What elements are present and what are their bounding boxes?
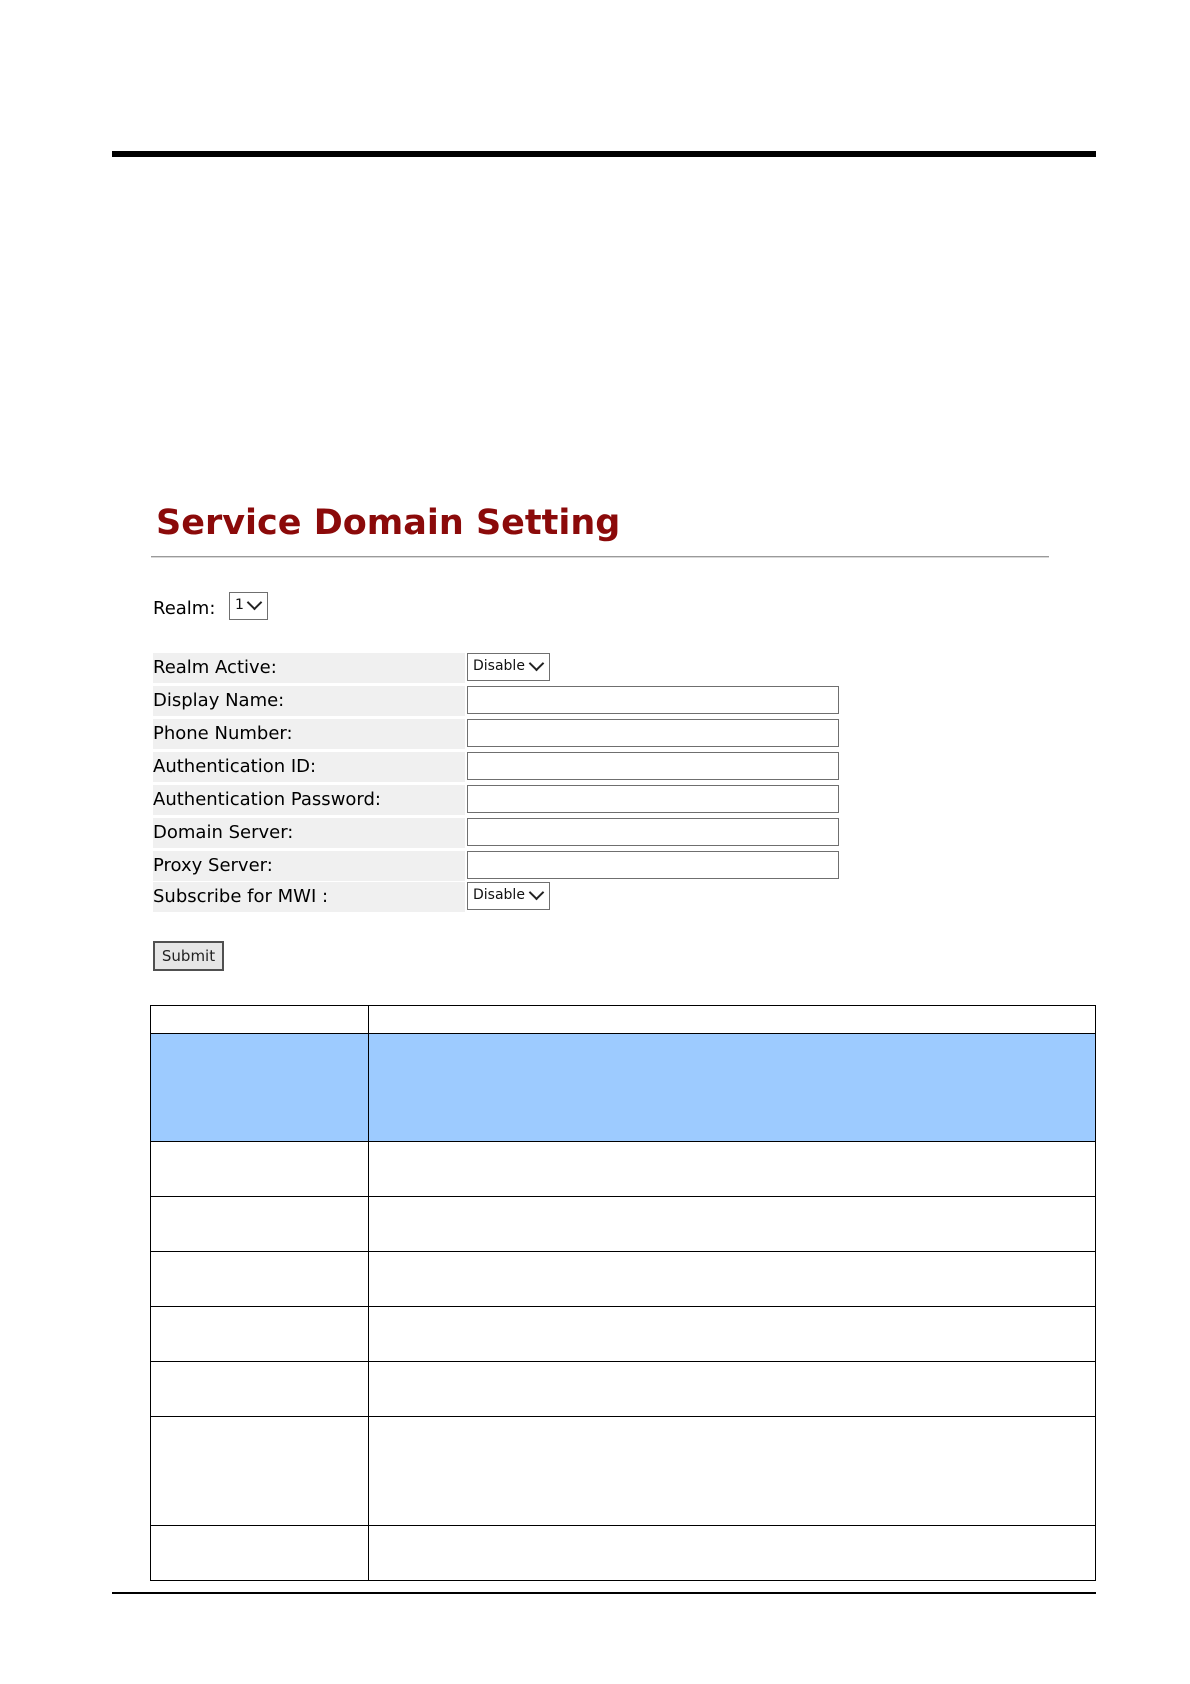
- authentication-password-label: Authentication Password:: [153, 785, 465, 815]
- authentication-password-input[interactable]: [467, 785, 839, 813]
- authentication-id-input[interactable]: [467, 752, 839, 780]
- table-row: [151, 1252, 1096, 1307]
- table-cell-label: [151, 1197, 369, 1252]
- display-name-label: Display Name:: [153, 686, 465, 716]
- table-cell-description: [369, 1252, 1096, 1307]
- table-cell-label: [151, 1252, 369, 1307]
- subscribe-mwi-select[interactable]: [467, 882, 550, 910]
- chevron-down-icon: [529, 885, 545, 901]
- table-cell-label: [151, 1142, 369, 1197]
- table-cell-description: [369, 1197, 1096, 1252]
- submit-button[interactable]: Submit: [153, 941, 224, 971]
- page-top-rule: [112, 151, 1096, 157]
- chevron-down-icon: [529, 656, 545, 672]
- realm-select-value: 1: [235, 597, 244, 613]
- table-header-cell: [369, 1006, 1096, 1034]
- table-cell-description: [369, 1034, 1096, 1142]
- realm-active-label: Realm Active:: [153, 653, 465, 683]
- proxy-server-input[interactable]: [467, 851, 839, 879]
- table-row: [151, 1362, 1096, 1417]
- table-row: [151, 1307, 1096, 1362]
- authentication-id-label: Authentication ID:: [153, 752, 465, 782]
- realm-label: Realm:: [153, 598, 216, 619]
- table-cell-description: [369, 1526, 1096, 1581]
- phone-number-label: Phone Number:: [153, 719, 465, 749]
- table-cell-description: [369, 1417, 1096, 1526]
- realm-active-value: Disable: [473, 658, 525, 674]
- table-row: [151, 1142, 1096, 1197]
- table-cell-description: [369, 1142, 1096, 1197]
- table-cell-description: [369, 1362, 1096, 1417]
- table-row: [151, 1034, 1096, 1142]
- proxy-server-label: Proxy Server:: [153, 851, 465, 881]
- table-cell-label: [151, 1526, 369, 1581]
- chevron-down-icon: [247, 595, 263, 611]
- table-cell-label: [151, 1307, 369, 1362]
- description-table: [150, 1005, 1096, 1581]
- realm-active-select[interactable]: [467, 653, 550, 681]
- table-row: [151, 1197, 1096, 1252]
- realm-select[interactable]: [229, 592, 268, 620]
- domain-server-input[interactable]: [467, 818, 839, 846]
- table-cell-label: [151, 1362, 369, 1417]
- subscribe-mwi-value: Disable: [473, 887, 525, 903]
- table-row: [151, 1526, 1096, 1581]
- table-cell-label: [151, 1034, 369, 1142]
- table-row: [151, 1417, 1096, 1526]
- display-name-input[interactable]: [467, 686, 839, 714]
- page-bottom-rule: [112, 1592, 1096, 1594]
- table-header-cell: [151, 1006, 369, 1034]
- domain-server-label: Domain Server:: [153, 818, 465, 848]
- title-divider: [151, 556, 1049, 557]
- page-title: Service Domain Setting: [156, 503, 621, 543]
- table-cell-label: [151, 1417, 369, 1526]
- table-header-row: [151, 1006, 1096, 1034]
- phone-number-input[interactable]: [467, 719, 839, 747]
- table-cell-description: [369, 1307, 1096, 1362]
- subscribe-mwi-label: Subscribe for MWI :: [153, 882, 465, 912]
